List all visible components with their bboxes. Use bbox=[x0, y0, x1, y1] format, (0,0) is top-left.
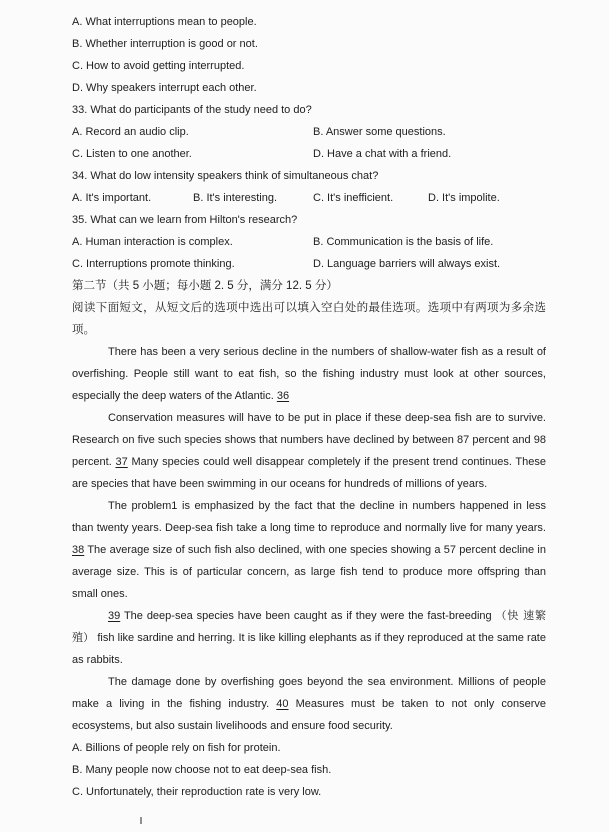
cloze-option-c: C. Unfortunately, their reproduction rate is very low. bbox=[72, 786, 322, 798]
page-content bbox=[72, 11, 546, 803]
q34-stem: 34. What do low intensity speakers think of simultaneous chat? bbox=[72, 170, 379, 182]
blank-40: 40 bbox=[276, 698, 289, 710]
q35-options-row-1 bbox=[72, 231, 546, 253]
passage-paragraph-5 bbox=[72, 671, 546, 737]
q33-option-d: D. Have a chat with a friend. bbox=[313, 148, 452, 160]
passage-paragraph-4 bbox=[72, 605, 546, 671]
p1-text: There has been a very serious decline in the numbers of shallow-water fish as a result of overfishing. People still want to eat fish, so the fishing industry must look at other sources, especially the deep waters of the Atlantic. bbox=[72, 346, 546, 402]
q32-option-d: D. Why speakers interrupt each other. bbox=[72, 82, 257, 94]
q32-option-b: B. Whether interruption is good or not. bbox=[72, 38, 258, 50]
q35-options-row-2 bbox=[72, 253, 546, 275]
q33-option-a: A. Record an audio clip. bbox=[72, 126, 189, 138]
p5-text-post: Measures must be taken to not only conserve ecosystems, but also sustain livelihoods and ensure food security. bbox=[72, 698, 546, 732]
q34-option-a: A. It's important. bbox=[72, 192, 152, 204]
q33-options-row-1 bbox=[72, 121, 546, 143]
blank-39: 39 bbox=[108, 610, 121, 622]
section2-header: 第二节（共 5 小题；每小题 2. 5 分，满分 12. 5 分） bbox=[72, 280, 338, 292]
q32-option-a: A. What interruptions mean to people. bbox=[72, 16, 257, 28]
q33-options-row-2 bbox=[72, 143, 546, 165]
q33-option-c: C. Listen to one another. bbox=[72, 148, 192, 160]
q35-option-d: D. Language barriers will always exist. bbox=[313, 258, 501, 270]
q33-stem: 33. What do participants of the study need to do? bbox=[72, 104, 312, 116]
q34-option-c: C. It's inefficient. bbox=[313, 192, 394, 204]
q35-option-b: B. Communication is the basis of life. bbox=[313, 236, 494, 248]
p3-text-post: The average size of such fish also declined, with one species showing a 57 percent decline in average size. This is of particular concern, as large fish tend to produce more offspring than small ones. bbox=[72, 544, 546, 600]
passage-paragraph-3 bbox=[72, 495, 546, 605]
q35-option-a: A. Human interaction is complex. bbox=[72, 236, 233, 248]
q35-stem: 35. What can we learn from Hilton's research? bbox=[72, 214, 298, 226]
p5-text-pre: The damage done by overfishing goes beyond the sea environment. Millions of people make a living in the fishing industry. bbox=[72, 676, 546, 710]
passage-paragraph-2 bbox=[72, 407, 546, 495]
blank-37: 37 bbox=[115, 456, 128, 468]
q34-option-d: D. It's impolite. bbox=[428, 192, 500, 204]
q32-option-c: C. How to avoid getting interrupted. bbox=[72, 60, 245, 72]
q34-option-b: B. It's interesting. bbox=[193, 192, 278, 204]
q35-option-c: C. Interruptions promote thinking. bbox=[72, 258, 235, 270]
p4-text-post: The deep-sea species have been caught as if they were the fast-breeding （快 速繁殖） fish like sardine and herring. It is like killing elephants as if they reproduced at the same rate as rabbits. bbox=[72, 610, 546, 666]
p2-text-post: Many species could well disappear completely if the present trend continues. These are species that have been swimming in our oceans for hundreds of millions of years. bbox=[72, 456, 546, 490]
cloze-option-a: A. Billions of people rely on fish for protein. bbox=[72, 742, 281, 754]
q33-option-b: B. Answer some questions. bbox=[313, 126, 446, 138]
p2-text-pre: Conservation measures will have to be put in place if these deep-sea fish are to survive. Research on five such species shows that numbers have declined by between 87 percent and 98 percent. bbox=[72, 412, 546, 468]
section2-instructions: 阅读下面短文，从短文后的选项中选出可以填入空白处的最佳选项。选项中有两项为多余选项。 bbox=[72, 302, 546, 336]
scan-artifact-mark bbox=[140, 817, 142, 824]
blank-36: 36 bbox=[276, 390, 290, 402]
passage-paragraph-1 bbox=[72, 341, 546, 407]
q34-options-row bbox=[72, 187, 546, 209]
cloze-option-b: B. Many people now choose not to eat deep-sea fish. bbox=[72, 764, 332, 776]
blank-38: 38 bbox=[72, 544, 85, 556]
p3-text-pre: The problem1 is emphasized by the fact that the decline in numbers happened in less than twenty years. Deep-sea fish take a long time to reproduce and normally live for many years. bbox=[72, 500, 546, 534]
